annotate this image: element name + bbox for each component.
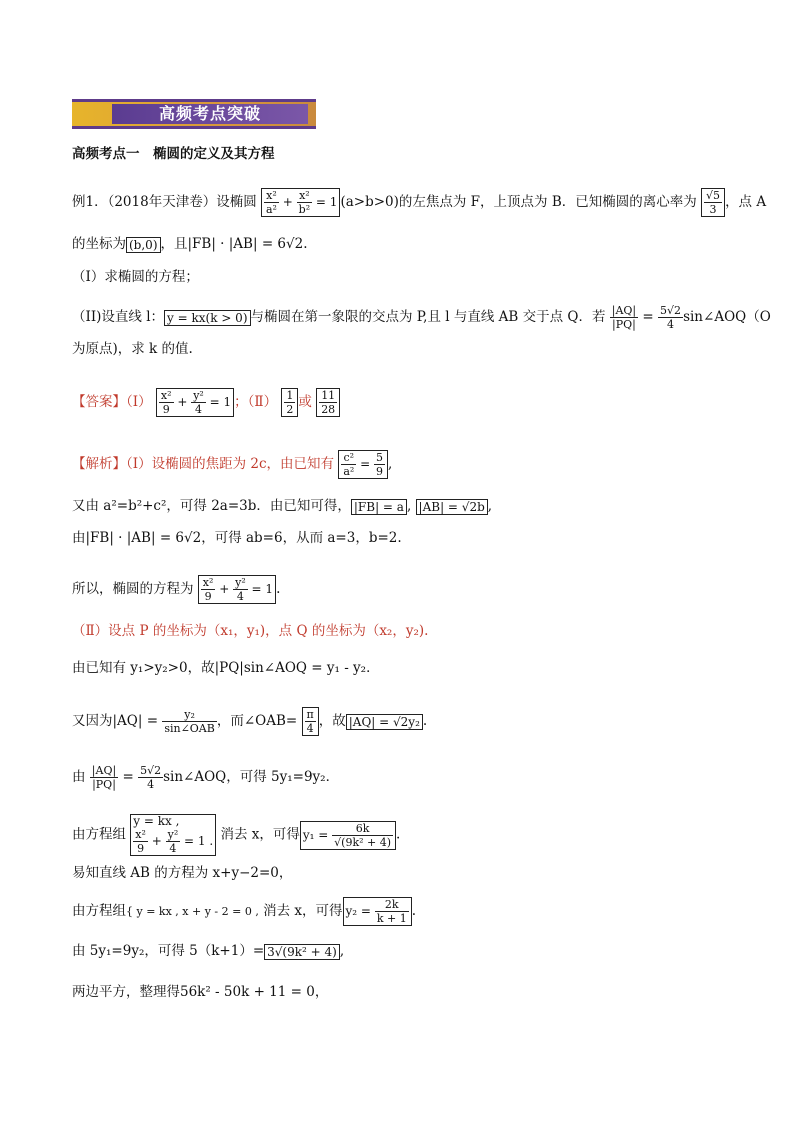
solution-line-12: 由 5y₁=9y₂，可得 5（k+1）= 3√(9k² + 4) , [72,943,345,959]
problem-part-2: （II)设直线 l： y = kx(k > 0) 与椭圆在第一象限的交点为 P,且 l 与直线 AB 交于点 Q．若 $\frac{|AQ|}{|PQ|}$ = $\frac{5√2}{4}$ sin∠AOQ（O [72,304,771,331]
problem-part-1: （I）求椭圆的方程； [72,269,199,285]
section-banner [72,99,316,129]
ellipse-equation-box: $\frac{\text{x²}}{\text{a²}}$ + $\frac{\text{x²}}{\text{b²}}$ = 1 [261,188,340,217]
problem-line-1: 例1．（2018年天津卷）设椭圆 $\frac{\text{x²}}{\text{a²}}$ + $\frac{\text{x²}}{\text{b²}}$ = 1(a>b>0)的左焦点为 F，上顶点为 B．已知椭圆的离心率为 $\frac{√5}{3}$ ，点 A [72,189,767,216]
section-title: 高频考点一 椭圆的定义及其方程 [72,146,275,162]
solution-line-3: 由|FB| · |AB| = 6√2，可得 ab=6，从而 a=3，b=2. [72,530,402,546]
solution-line-13: 两边平方，整理得56k² - 50k + 11 = 0， [72,984,329,1000]
eccentricity-box: $\frac{√5}{3}$ [701,188,725,217]
answer-line: 【答案】（Ⅰ） $\frac{\text{x²}}{9}$ + $\frac{\text{y²}}{4}$ = 1 ；（Ⅱ） $\frac{1}{2}$ 或 $\frac{11}{28}$ [72,388,340,417]
solution-line-1: 【解析】（Ⅰ）设椭圆的焦距为 2c，由已知有 $\frac{\text{c²}}{\text{a²}}$ = $\frac{5}{9}$ , [72,451,393,478]
solution-line-7: 又因为|AQ| = $\frac{\text{y₂}}{\text{sin∠OAB}}$ ，而∠OAB= $\frac{\pi}{4}$ ，故 |AQ| = √2y₂ . [72,708,428,735]
solution-line-5: （Ⅱ）设点 P 的坐标为（x₁，y₁)，点 Q 的坐标为（x₂，y₂). [72,623,429,639]
problem-line-5: 为原点)，求 k 的值. [72,341,193,357]
solution-line-11: 由方程组{ y = kx , x + y - 2 = 0 , 消去 x，可得 y₂ = $\frac{2k}{k + 1}$ . [72,898,416,925]
solution-line-6: 由已知有 y₁>y₂>0，故|PQ|sin∠AOQ = y₁ - y₂． [72,660,380,676]
solution-line-9: 由方程组 y = kx , $\frac{\text{x²}}{9}$ + $\frac{\text{y²}}{4}$ = 1 . 消去 x，可得 y₁ = $\frac{6k}{\text{√(9k² + 4)}}$ . [72,814,401,855]
banner-title: 高频考点突破 [112,104,308,124]
problem-line-2: 的坐标为 (b,0) ，且|FB| · |AB| = 6√2. [72,236,308,252]
solution-line-10: 易知直线 AB 的方程为 x+y−2=0， [72,865,293,881]
solution-line-8: 由 $\frac{|AQ|}{|PQ|}$ = $\frac{5√2}{4}$ sin∠AOQ，可得 5y₁=9y₂． [72,764,340,791]
solution-line-2: 又由 a²=b²+c²，可得 2a=3b．由已知可得， |FB| = a , |AB| = √2b , [72,498,493,514]
solution-line-4: 所以，椭圆的方程为 $\frac{\text{x²}}{9}$ + $\frac{\text{y²}}{4}$ = 1 . [72,576,281,603]
